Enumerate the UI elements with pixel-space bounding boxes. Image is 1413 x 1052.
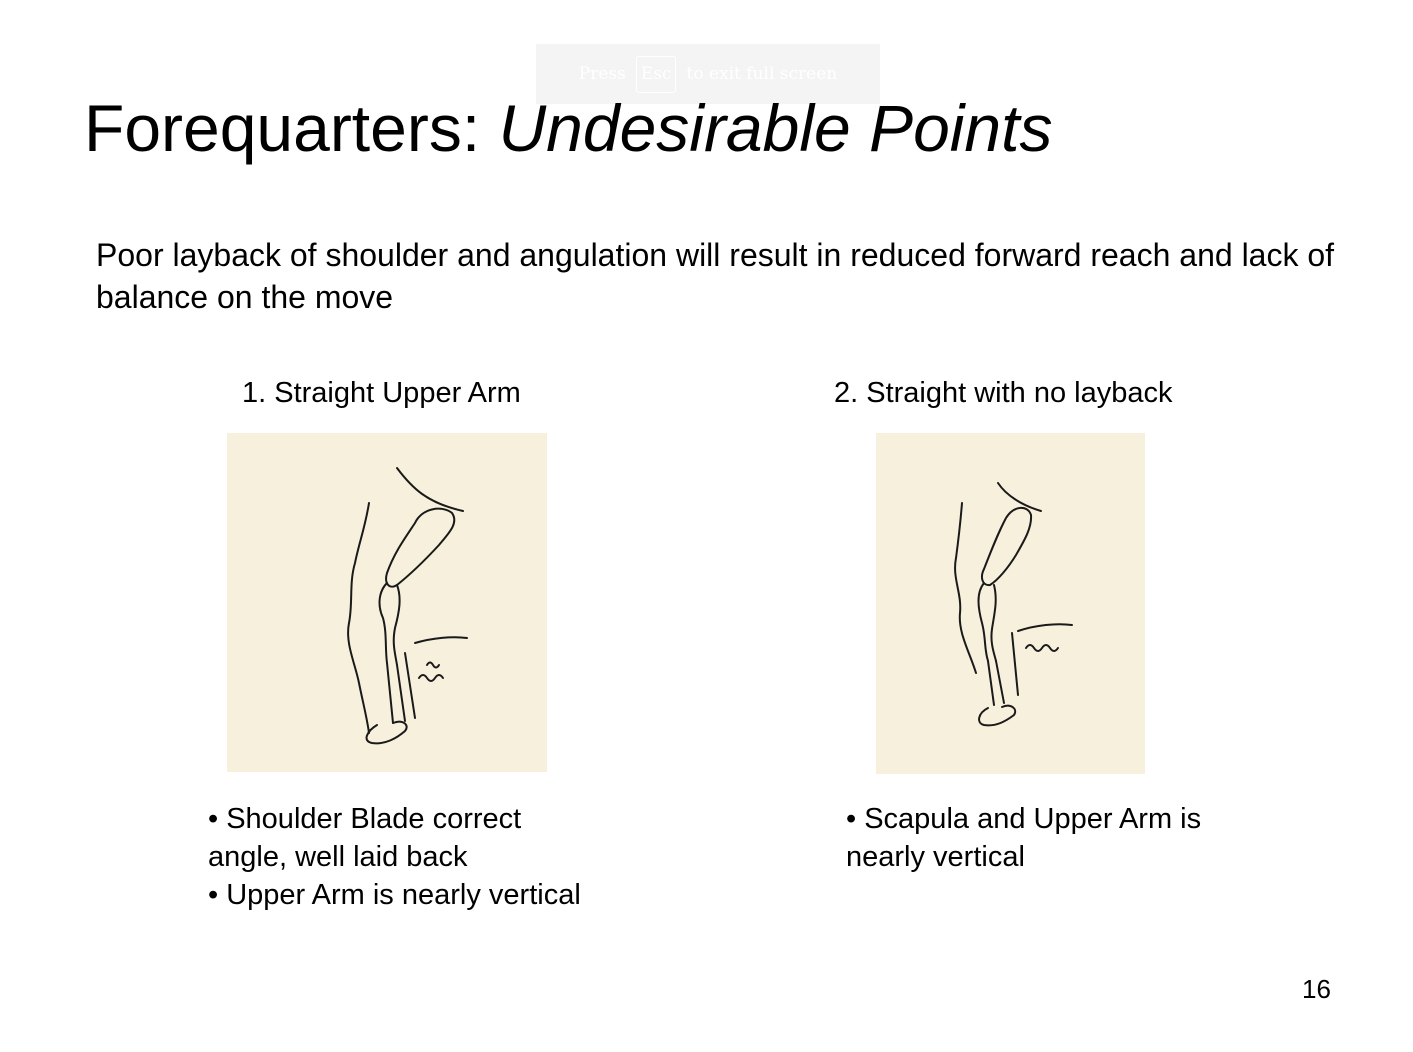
forequarter-no-layback-drawing [876,433,1145,774]
figure-1-caption: 1. Straight Upper Arm [242,377,521,409]
figure-2-notes [846,800,1226,876]
figure-2-caption: 2. Straight with no layback [834,377,1173,409]
figure-2-illustration [876,433,1145,774]
fullscreen-hint-press: Press [578,64,626,84]
figure-1-notes [208,800,588,914]
forequarter-straight-upper-arm-drawing [227,433,547,772]
fullscreen-hint-rest: to exit full screen [686,64,838,84]
figure-1-note: • Shoulder Blade correct angle, well laid back [208,803,522,873]
slide-title [84,88,1052,168]
slide-title-italic: Undesirable Points [498,91,1053,165]
figure-2-note: • Scapula and Upper Arm is nearly vertical [846,803,1202,873]
esc-key-badge: Esc [636,56,677,93]
figure-1-note: • Upper Arm is nearly vertical [208,879,581,911]
intro-text: Poor layback of shoulder and angulation will result in reduced forward reach and lack of balance on the move [96,237,1335,315]
page-number: 16 [1302,974,1331,1004]
slide-title-plain: Forequarters: [84,91,499,165]
figure-1-illustration [227,433,547,772]
